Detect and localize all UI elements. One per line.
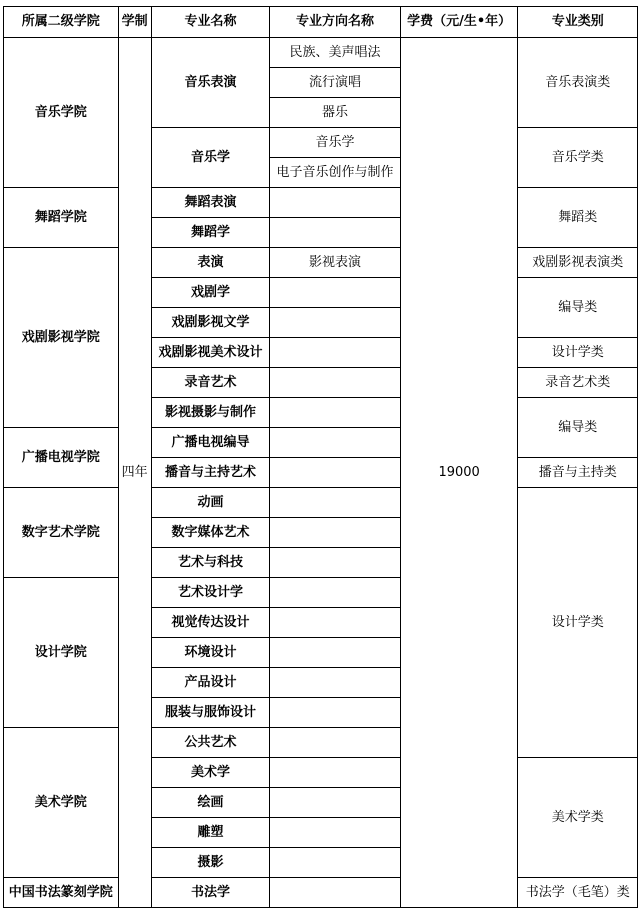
major-cell: 舞蹈表演: [151, 188, 270, 218]
direction-cell: [270, 788, 401, 818]
table-row: [4, 878, 638, 908]
major-cell: 绘画: [151, 788, 270, 818]
direction-cell: 电子音乐创作与制作: [270, 158, 401, 188]
direction-cell: [270, 878, 401, 908]
header-years: 学制: [118, 7, 151, 38]
direction-cell: [270, 188, 401, 218]
direction-cell: [270, 758, 401, 788]
tuition-table: [3, 6, 638, 908]
major-cell: 艺术与科技: [151, 548, 270, 578]
major-cell: 环境设计: [151, 638, 270, 668]
direction-cell: [270, 488, 401, 518]
major-cell: 音乐表演: [151, 38, 270, 128]
direction-cell: 流行演唱: [270, 68, 401, 98]
major-cell: 戏剧学: [151, 278, 270, 308]
major-cell: 戏剧影视美术设计: [151, 338, 270, 368]
direction-cell: [270, 518, 401, 548]
category-cell: 设计学类: [518, 338, 638, 368]
major-cell: 音乐学: [151, 128, 270, 188]
category-cell: 戏剧影视表演类: [518, 248, 638, 278]
table-row: [4, 248, 638, 278]
table-row: [4, 188, 638, 218]
table-row: [4, 488, 638, 518]
major-cell: 产品设计: [151, 668, 270, 698]
category-cell: 书法学（毛笔）类: [518, 878, 638, 908]
header-major: 专业名称: [151, 7, 270, 38]
direction-cell: [270, 698, 401, 728]
school-cell: 设计学院: [4, 578, 119, 728]
direction-cell: [270, 818, 401, 848]
major-cell: 视觉传达设计: [151, 608, 270, 638]
school-cell: 戏剧影视学院: [4, 248, 119, 428]
category-cell: 录音艺术类: [518, 368, 638, 398]
major-cell: 动画: [151, 488, 270, 518]
header-category: 专业类别: [518, 7, 638, 38]
direction-cell: [270, 398, 401, 428]
major-cell: 雕塑: [151, 818, 270, 848]
direction-cell: [270, 578, 401, 608]
direction-cell: [270, 848, 401, 878]
major-cell: 戏剧影视文学: [151, 308, 270, 338]
major-cell: 书法学: [151, 878, 270, 908]
category-cell: 编导类: [518, 398, 638, 458]
direction-cell: 音乐学: [270, 128, 401, 158]
table-row: [4, 38, 638, 68]
fee-cell: 19000: [400, 38, 518, 908]
school-cell: 中国书法篆刻学院: [4, 878, 119, 908]
direction-cell: [270, 608, 401, 638]
direction-cell: [270, 428, 401, 458]
school-cell: 广播电视学院: [4, 428, 119, 488]
category-cell: 设计学类: [518, 488, 638, 758]
direction-cell: [270, 368, 401, 398]
major-cell: 录音艺术: [151, 368, 270, 398]
major-cell: 播音与主持艺术: [151, 458, 270, 488]
school-cell: 音乐学院: [4, 38, 119, 188]
direction-cell: [270, 638, 401, 668]
direction-cell: [270, 548, 401, 578]
major-cell: 影视摄影与制作: [151, 398, 270, 428]
major-cell: 表演: [151, 248, 270, 278]
header-fee: 学费（元/生•年）: [400, 7, 518, 38]
header-school: 所属二级学院: [4, 7, 119, 38]
direction-cell: 影视表演: [270, 248, 401, 278]
direction-cell: [270, 338, 401, 368]
category-cell: 音乐学类: [518, 128, 638, 188]
category-cell: 音乐表演类: [518, 38, 638, 128]
direction-cell: [270, 218, 401, 248]
school-cell: 舞蹈学院: [4, 188, 119, 248]
major-cell: 艺术设计学: [151, 578, 270, 608]
major-cell: 广播电视编导: [151, 428, 270, 458]
category-cell: 播音与主持类: [518, 458, 638, 488]
major-cell: 服装与服饰设计: [151, 698, 270, 728]
major-cell: 公共艺术: [151, 728, 270, 758]
major-cell: 舞蹈学: [151, 218, 270, 248]
direction-cell: [270, 308, 401, 338]
header-direction: 专业方向名称: [270, 7, 401, 38]
category-cell: 美术学类: [518, 758, 638, 878]
major-cell: 数字媒体艺术: [151, 518, 270, 548]
duration-cell: 四年: [118, 38, 151, 908]
direction-cell: [270, 668, 401, 698]
direction-cell: [270, 278, 401, 308]
direction-cell: 器乐: [270, 98, 401, 128]
direction-cell: 民族、美声唱法: [270, 38, 401, 68]
school-cell: 美术学院: [4, 728, 119, 878]
category-cell: 编导类: [518, 278, 638, 338]
direction-cell: [270, 728, 401, 758]
header-row: [4, 7, 638, 38]
major-cell: 摄影: [151, 848, 270, 878]
direction-cell: [270, 458, 401, 488]
school-cell: 数字艺术学院: [4, 488, 119, 578]
major-cell: 美术学: [151, 758, 270, 788]
category-cell: 舞蹈类: [518, 188, 638, 248]
